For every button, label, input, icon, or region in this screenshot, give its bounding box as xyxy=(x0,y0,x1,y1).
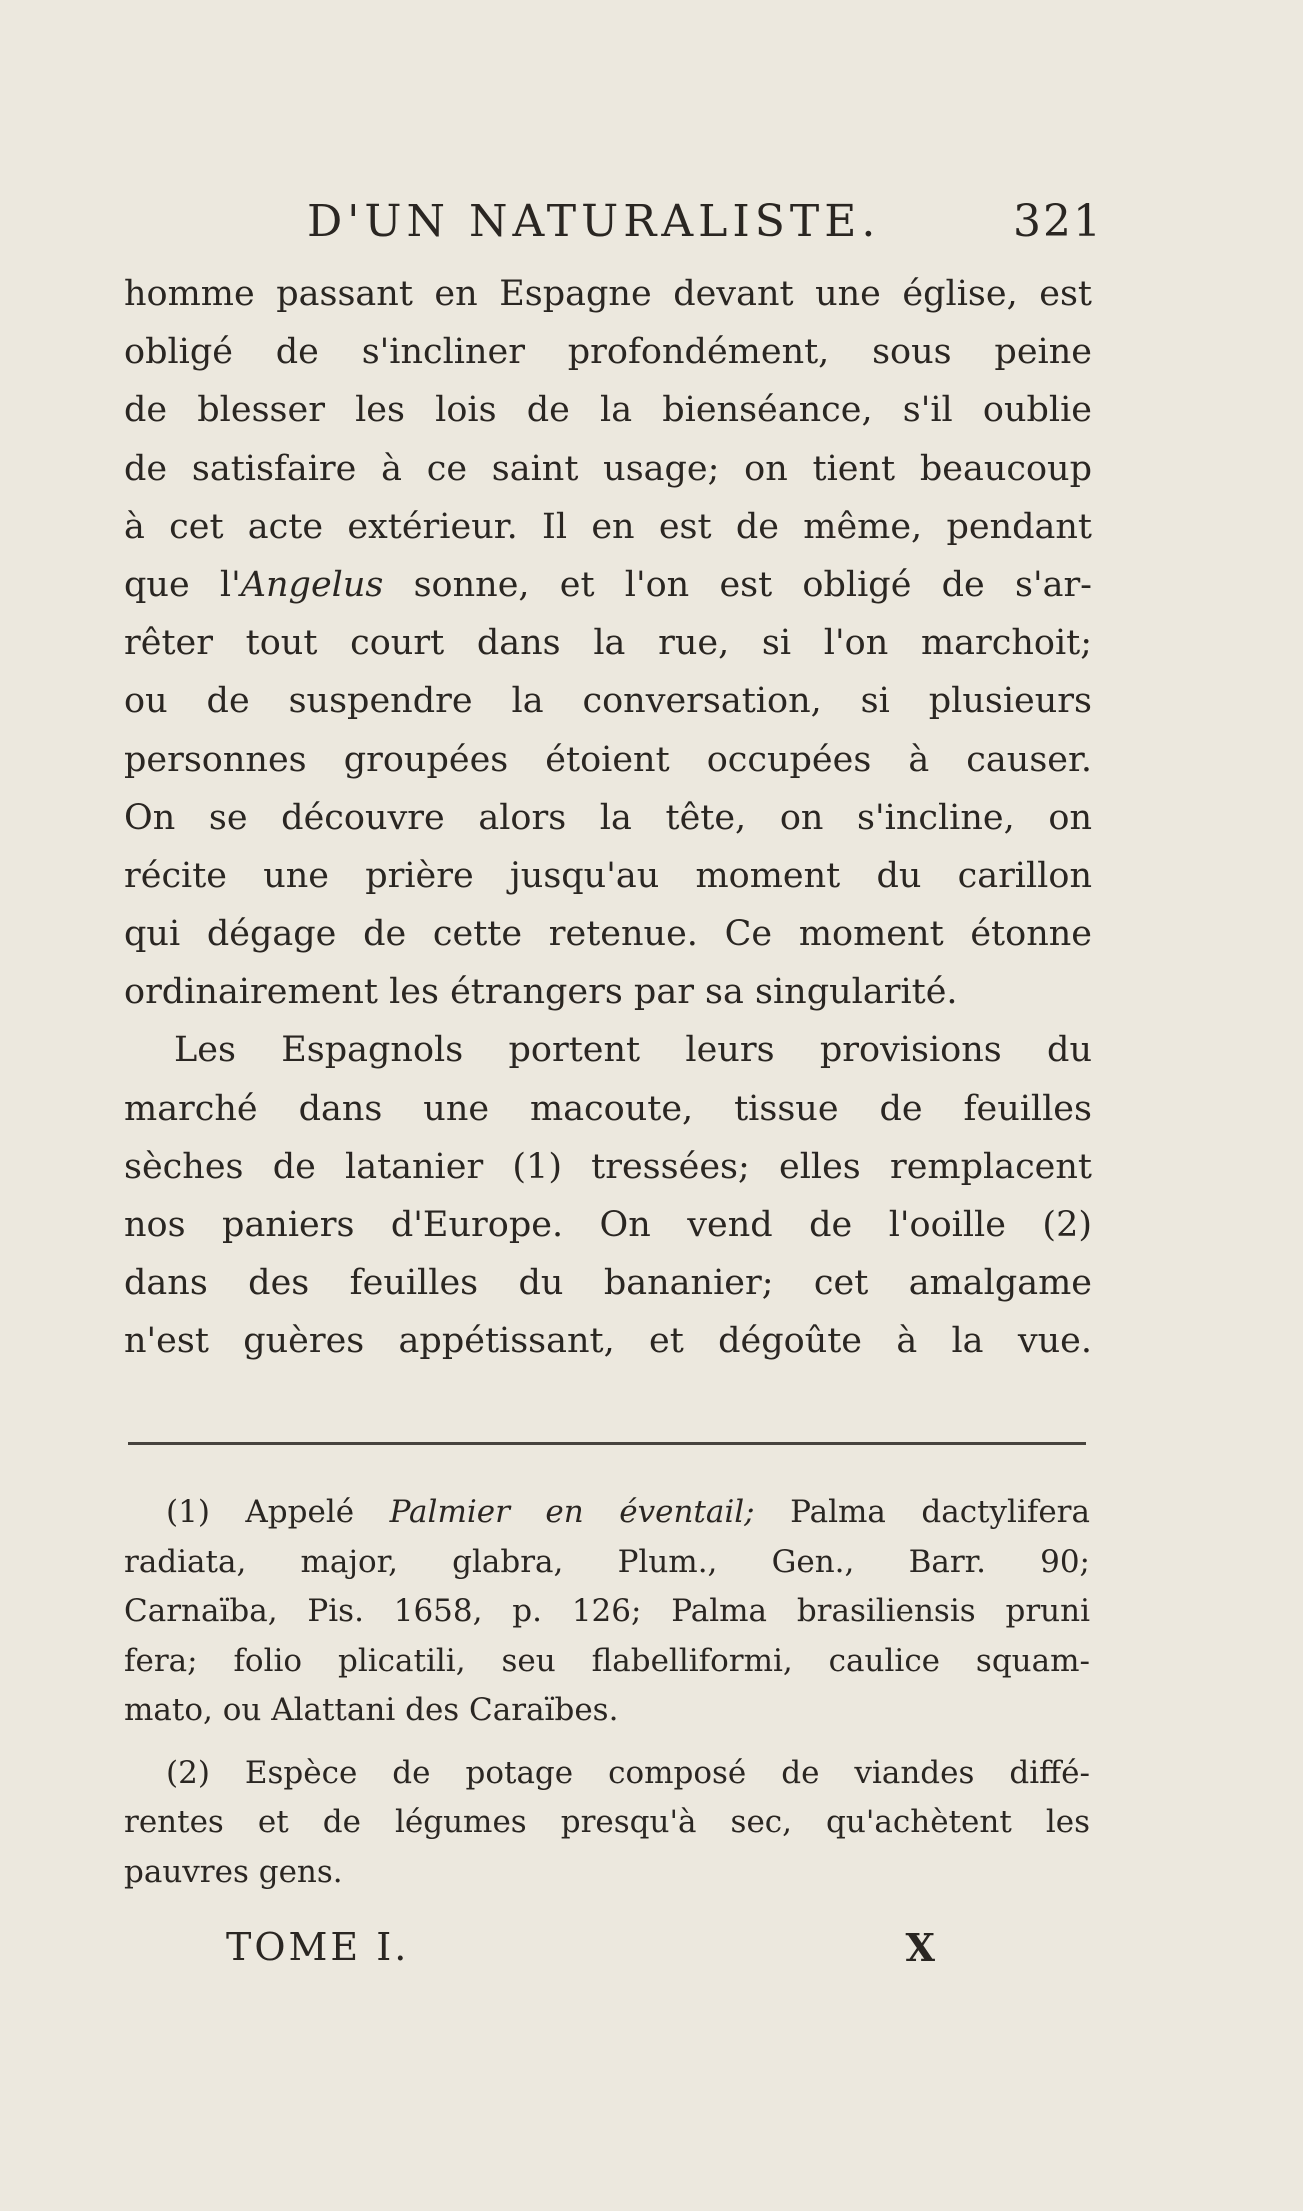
text-line: récite une prière jusqu'au moment du carillon xyxy=(124,855,1092,896)
footnote-1-line: mato, ou Alattani des Caraïbes. xyxy=(124,1692,619,1728)
note-fragment: Palma dactylifera xyxy=(754,1494,1090,1530)
footnote-2-line: rentes et de légumes presqu'à sec, qu'achètent les xyxy=(124,1804,1090,1840)
text-line: dans des feuilles du bananier; cet amalgame xyxy=(124,1263,1092,1304)
text-line: de satisfaire à ce saint usage; on tient beaucoup xyxy=(124,448,1092,489)
angelus-word: Angelus xyxy=(240,564,384,605)
running-head xyxy=(122,196,1103,266)
text-line: à cet acte extérieur. Il en est de même, pendant xyxy=(124,506,1092,547)
footnote-1-line: fera; folio plicatili, seu flabelliformi, caulice squam- xyxy=(124,1642,1090,1679)
text-line: sèches de latanier (1) tressées; elles remplacent xyxy=(124,1146,1092,1187)
text-line: On se découvre alors la tête, on s'incline, on xyxy=(124,797,1092,838)
text-line: qui dégage de cette retenue. Ce moment étonne xyxy=(124,914,1092,955)
body-text xyxy=(124,265,1092,1371)
text-line: ordinairement les étrangers par sa singularité. xyxy=(124,972,958,1013)
running-title: D'UN NATURALISTE. xyxy=(307,196,881,247)
note-gap xyxy=(124,1736,1090,1749)
footnote-1-line: Carnaïba, Pis. 1658, p. 126; Palma brasiliensis pruni xyxy=(124,1593,1090,1629)
note-fragment: (1) Appelé xyxy=(166,1494,390,1530)
text-line: n'est guères appétissant, et dégoûte à la vue. xyxy=(124,1321,1092,1362)
page-footer xyxy=(226,1925,935,1985)
text-line: Les Espagnols portent leurs provisions du xyxy=(174,1030,1092,1071)
footnote-rule xyxy=(128,1442,1086,1445)
footnote-2-line: pauvres gens. xyxy=(124,1853,343,1890)
text-fragment: que l' xyxy=(124,564,241,605)
text-line: marché dans une macoute, tissue de feuilles xyxy=(124,1088,1092,1129)
footnote-1-line xyxy=(124,1488,1090,1538)
text-line: homme passant en Espagne devant une église, est xyxy=(124,274,1092,314)
text-line: personnes groupées étoient occupées à causer. xyxy=(124,739,1092,780)
footnote-2-line: (2) Espèce de potage composé de viandes diffé- xyxy=(166,1754,1090,1791)
page-number: 321 xyxy=(1013,196,1103,247)
text-line: de blesser les lois de la bienséance, s'il oublie xyxy=(124,390,1092,431)
note-italic: Palmier en éventail; xyxy=(389,1494,755,1530)
text-line: ou de suspendre la conversation, si plusieurs xyxy=(124,681,1092,722)
footnotes xyxy=(124,1488,1090,1897)
text-line-angelus xyxy=(124,556,1092,614)
text-line: rêter tout court dans la rue, si l'on marchoit; xyxy=(124,623,1092,664)
footnote-1-line: radiata, major, glabra, Plum., Gen., Barr. 90; xyxy=(124,1543,1090,1580)
text-fragment: sonne, et l'on est obligé de s'ar- xyxy=(383,564,1092,605)
text-line: obligé de s'incliner profondément, sous peine xyxy=(124,332,1092,373)
volume-label: TOME I. xyxy=(226,1925,410,1969)
text-line: nos paniers d'Europe. On vend de l'ooille (2) xyxy=(124,1205,1092,1245)
signature-mark: X xyxy=(905,1925,935,1970)
